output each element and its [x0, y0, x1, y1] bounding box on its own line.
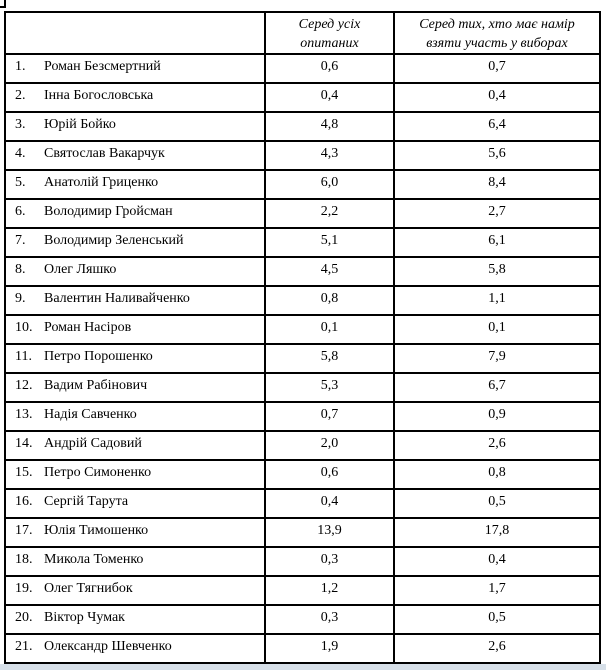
value-all-respondents: 1,2 [265, 576, 394, 605]
value-intending-voters: 6,7 [394, 373, 600, 402]
candidate-cell [5, 112, 265, 141]
value-intending-voters: 0,4 [394, 83, 600, 112]
table-row [5, 141, 600, 170]
candidate-name: Олег Ляшко [44, 262, 117, 277]
value-all-respondents: 0,3 [265, 605, 394, 634]
candidate-number: 7. [15, 233, 26, 248]
value-all-respondents: 5,3 [265, 373, 394, 402]
table-row [5, 547, 600, 576]
table-row [5, 431, 600, 460]
table-row [5, 460, 600, 489]
candidate-name: Сергій Тарута [44, 494, 129, 509]
candidate-number: 16. [15, 494, 33, 509]
value-all-respondents: 1,9 [265, 634, 394, 663]
candidate-number: 11. [15, 349, 32, 364]
candidate-cell [5, 344, 265, 373]
candidate-cell [5, 518, 265, 547]
candidate-number: 21. [15, 639, 33, 654]
candidate-number: 15. [15, 465, 33, 480]
table-header-row [5, 12, 600, 54]
candidate-name: Петро Симоненко [44, 465, 152, 480]
value-all-respondents: 0,6 [265, 54, 394, 83]
candidate-name: Валентин Наливайченко [44, 291, 190, 306]
candidate-cell [5, 54, 265, 83]
value-all-respondents: 13,9 [265, 518, 394, 547]
candidate-cell [5, 547, 265, 576]
table-row [5, 518, 600, 547]
header-line: Серед усіх [298, 17, 361, 32]
table-row [5, 315, 600, 344]
value-intending-voters: 5,8 [394, 257, 600, 286]
value-all-respondents: 4,8 [265, 112, 394, 141]
candidate-name: Віктор Чумак [44, 610, 125, 625]
value-intending-voters: 6,4 [394, 112, 600, 141]
value-all-respondents: 5,1 [265, 228, 394, 257]
value-intending-voters: 2,6 [394, 431, 600, 460]
header-line: взяти участь у виборах [426, 36, 568, 51]
table-row [5, 344, 600, 373]
value-all-respondents: 4,5 [265, 257, 394, 286]
candidate-name: Микола Томенко [44, 552, 144, 567]
candidate-name: Олександр Шевченко [44, 639, 172, 654]
candidate-number: 6. [15, 204, 26, 219]
candidate-number: 3. [15, 117, 26, 132]
value-intending-voters: 1,1 [394, 286, 600, 315]
candidate-cell [5, 634, 265, 663]
value-all-respondents: 2,0 [265, 431, 394, 460]
candidate-number: 5. [15, 175, 26, 190]
candidate-name: Інна Богословська [44, 88, 154, 103]
candidate-cell [5, 315, 265, 344]
value-intending-voters: 6,1 [394, 228, 600, 257]
candidate-number: 19. [15, 581, 33, 596]
candidate-name: Вадим Рабінович [44, 378, 148, 393]
table-row [5, 199, 600, 228]
value-intending-voters: 0,5 [394, 489, 600, 518]
value-all-respondents: 0,6 [265, 460, 394, 489]
value-all-respondents: 0,7 [265, 402, 394, 431]
value-intending-voters: 2,6 [394, 634, 600, 663]
candidate-number: 13. [15, 407, 33, 422]
table-row [5, 228, 600, 257]
value-all-respondents: 0,4 [265, 489, 394, 518]
value-intending-voters: 7,9 [394, 344, 600, 373]
candidate-name: Олег Тягнибок [44, 581, 133, 596]
candidate-name: Роман Безсмертний [44, 59, 161, 74]
value-all-respondents: 4,3 [265, 141, 394, 170]
value-all-respondents: 0,3 [265, 547, 394, 576]
table-row [5, 373, 600, 402]
value-intending-voters: 2,7 [394, 199, 600, 228]
value-all-respondents: 2,2 [265, 199, 394, 228]
candidate-cell [5, 605, 265, 634]
candidate-name: Андрій Садовий [44, 436, 142, 451]
poll-results-table [4, 11, 601, 664]
candidate-cell [5, 257, 265, 286]
candidate-cell [5, 460, 265, 489]
column-header-all-respondents [265, 12, 394, 54]
candidate-name: Юлія Тимошенко [44, 523, 149, 538]
value-intending-voters: 0,4 [394, 547, 600, 576]
candidate-number: 9. [15, 291, 26, 306]
value-all-respondents: 0,4 [265, 83, 394, 112]
value-intending-voters: 1,7 [394, 576, 600, 605]
candidate-number: 18. [15, 552, 33, 567]
table-row [5, 112, 600, 141]
candidate-name: Юрій Бойко [44, 117, 116, 132]
column-header-intending-voters [394, 12, 600, 54]
window-bottom-strip [0, 664, 606, 670]
value-intending-voters: 17,8 [394, 518, 600, 547]
candidate-number: 1. [15, 59, 26, 74]
candidate-number: 14. [15, 436, 33, 451]
table-body [5, 54, 600, 663]
value-intending-voters: 5,6 [394, 141, 600, 170]
table-row [5, 170, 600, 199]
table-row [5, 605, 600, 634]
table-row [5, 489, 600, 518]
empty-header-cell [5, 12, 265, 54]
candidate-name: Володимир Зеленський [44, 233, 184, 248]
candidate-number: 17. [15, 523, 33, 538]
value-all-respondents: 0,8 [265, 286, 394, 315]
value-all-respondents: 6,0 [265, 170, 394, 199]
table-row [5, 83, 600, 112]
candidate-name: Святослав Вакарчук [44, 146, 165, 161]
candidate-number: 12. [15, 378, 33, 393]
table-row [5, 286, 600, 315]
table-row [5, 402, 600, 431]
table-border-artifact-horizontal [0, 6, 6, 8]
value-all-respondents: 5,8 [265, 344, 394, 373]
value-intending-voters: 8,4 [394, 170, 600, 199]
candidate-name: Надія Савченко [44, 407, 137, 422]
table-row [5, 257, 600, 286]
candidate-number: 8. [15, 262, 26, 277]
candidate-cell [5, 228, 265, 257]
candidate-number: 2. [15, 88, 26, 103]
candidate-cell [5, 373, 265, 402]
candidate-number: 20. [15, 610, 33, 625]
value-intending-voters: 0,1 [394, 315, 600, 344]
candidate-name: Анатолій Гриценко [44, 175, 159, 190]
candidate-name: Роман Насіров [44, 320, 132, 335]
header-line: Серед тих, хто має намір [419, 17, 575, 32]
candidate-cell [5, 576, 265, 605]
value-intending-voters: 0,9 [394, 402, 600, 431]
value-all-respondents: 0,1 [265, 315, 394, 344]
candidate-cell [5, 402, 265, 431]
table-row [5, 576, 600, 605]
candidate-cell [5, 170, 265, 199]
candidate-cell [5, 141, 265, 170]
candidate-cell [5, 199, 265, 228]
value-intending-voters: 0,8 [394, 460, 600, 489]
candidate-cell [5, 489, 265, 518]
candidate-number: 10. [15, 320, 33, 335]
candidate-cell [5, 286, 265, 315]
candidate-name: Петро Порошенко [44, 349, 153, 364]
candidate-cell [5, 431, 265, 460]
candidate-number: 4. [15, 146, 26, 161]
candidate-cell [5, 83, 265, 112]
header-line: опитаних [300, 36, 359, 51]
candidate-name: Володимир Гройсман [44, 204, 173, 219]
table-row [5, 54, 600, 83]
value-intending-voters: 0,5 [394, 605, 600, 634]
value-intending-voters: 0,7 [394, 54, 600, 83]
table-row [5, 634, 600, 663]
